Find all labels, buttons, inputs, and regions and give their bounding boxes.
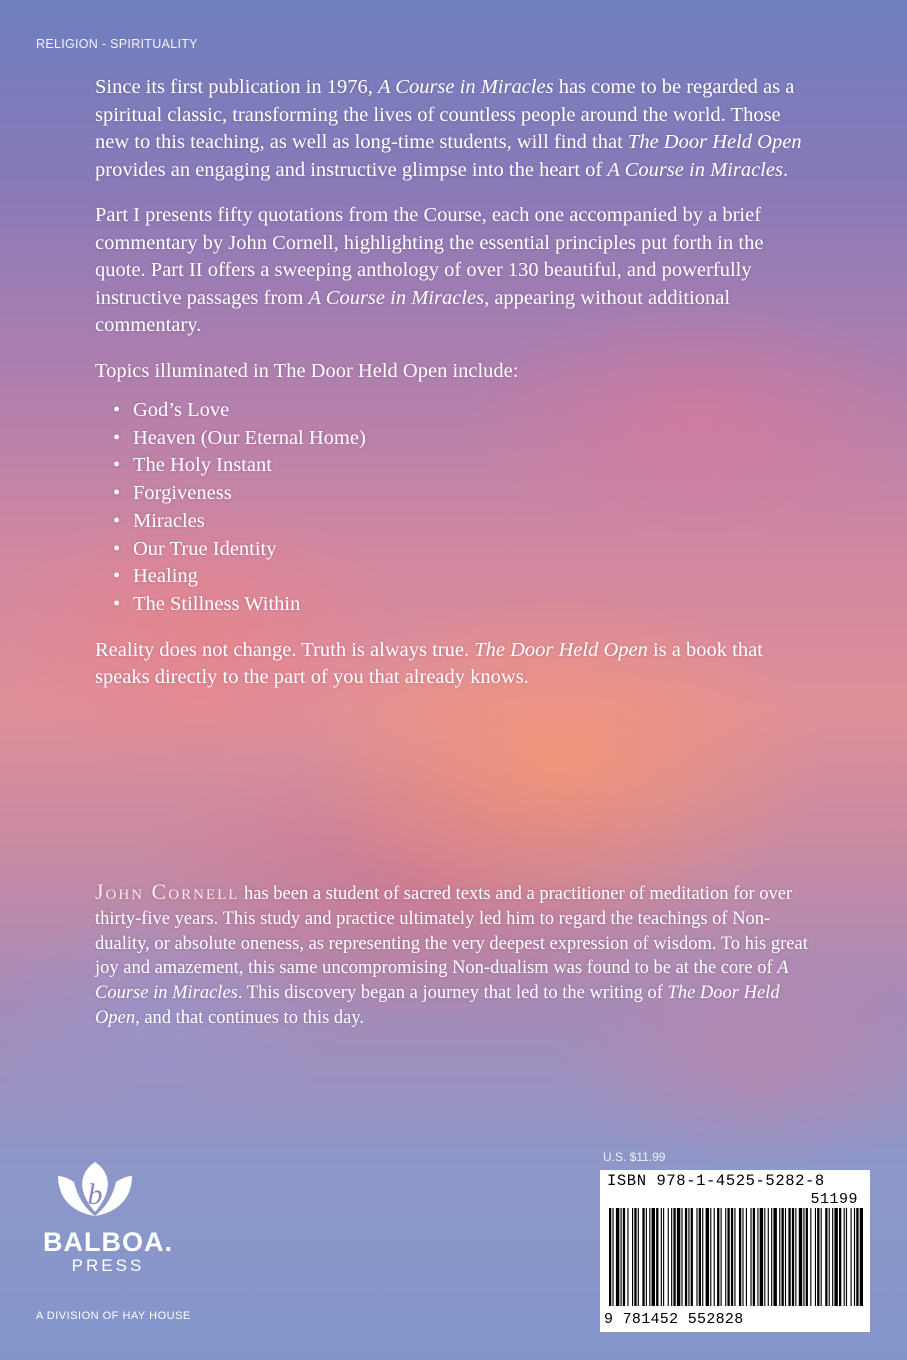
barcode-bar bbox=[854, 1208, 855, 1306]
barcode-bar bbox=[771, 1208, 772, 1306]
barcode-bar bbox=[785, 1208, 786, 1306]
barcode-bar bbox=[839, 1208, 841, 1306]
publisher-logo bbox=[36, 1160, 206, 1322]
author-bio bbox=[95, 880, 815, 1031]
topics-heading: Topics illuminated in The Door Held Open include: bbox=[95, 359, 519, 382]
book-title-course: A Course in Miracles bbox=[607, 158, 783, 181]
barcode-bar bbox=[685, 1208, 687, 1306]
barcode-bar bbox=[671, 1208, 672, 1306]
barcode-bar bbox=[677, 1208, 680, 1306]
barcode-bar bbox=[721, 1208, 722, 1306]
barcode-bar bbox=[746, 1208, 747, 1306]
barcode-bar bbox=[673, 1208, 675, 1306]
book-title-door: The Door Held Open bbox=[95, 983, 780, 1028]
barcode-bar bbox=[742, 1208, 743, 1306]
barcode-bar bbox=[691, 1208, 693, 1306]
barcode-bar bbox=[681, 1208, 682, 1306]
list-item: • Healing bbox=[113, 563, 815, 591]
text-run: has been a student of sacred texts and a practitioner of meditation for over thirty-five years. This study and practice ultimately led him to regard the teachings of Non-duality, or absolute oneness, as representing the very deepest expression of wisdom. To his great joy and amazement, this same uncompromising Non-dualism was found to be at the core of bbox=[95, 884, 808, 979]
barcode-bar bbox=[638, 1208, 639, 1306]
list-item: • Miracles bbox=[113, 508, 815, 536]
barcode-bar bbox=[764, 1208, 765, 1306]
barcode-bar bbox=[646, 1208, 647, 1306]
barcode-bar bbox=[829, 1208, 830, 1306]
barcode-bar bbox=[757, 1208, 758, 1306]
barcode-bar bbox=[860, 1208, 863, 1306]
barcode-bar bbox=[621, 1208, 622, 1306]
barcode-bar bbox=[652, 1208, 655, 1306]
text-run: Since its first publication in 1976, bbox=[95, 76, 378, 98]
barcode-bar bbox=[815, 1208, 816, 1306]
barcode-bar bbox=[702, 1208, 703, 1306]
barcode-bar bbox=[856, 1208, 858, 1306]
barcode-bar bbox=[609, 1208, 611, 1306]
barcode-bar bbox=[851, 1208, 852, 1306]
isbn-barcode bbox=[600, 1170, 870, 1332]
list-item: • The Stillness Within bbox=[113, 591, 815, 619]
barcode-bar bbox=[810, 1208, 811, 1306]
barcode-bar bbox=[656, 1208, 658, 1306]
price-code: 51199 bbox=[810, 1191, 858, 1208]
author-name: John Cornell bbox=[95, 879, 240, 904]
barcode-bar bbox=[725, 1208, 726, 1306]
barcode-bar bbox=[612, 1208, 613, 1306]
barcode-bar bbox=[844, 1208, 845, 1306]
list-item: • God’s Love bbox=[113, 397, 815, 425]
barcode-bar bbox=[661, 1208, 662, 1306]
text-run: . bbox=[782, 158, 789, 181]
book-title-course: A Course in Miracles bbox=[378, 76, 554, 98]
text-run: . This discovery began a journey that led to the writing of bbox=[237, 983, 668, 1004]
book-title-course: A Course in Miracles bbox=[308, 286, 485, 309]
barcode-bar bbox=[825, 1208, 827, 1306]
list-item: • Forgiveness bbox=[113, 480, 815, 508]
barcode-bar bbox=[627, 1208, 628, 1306]
barcode-bar bbox=[773, 1208, 776, 1306]
barcode-bar bbox=[642, 1208, 644, 1306]
closing-paragraph bbox=[95, 637, 815, 692]
publisher-name: BALBOA. bbox=[43, 1227, 173, 1257]
topics-list bbox=[95, 397, 815, 619]
barcode-bar bbox=[616, 1208, 619, 1306]
barcode-bar bbox=[731, 1208, 733, 1306]
barcode-bar bbox=[834, 1208, 837, 1306]
barcode-bar bbox=[714, 1208, 715, 1306]
barcode-bar bbox=[795, 1208, 796, 1306]
barcode-bar bbox=[782, 1208, 784, 1306]
publisher-imprint: PRESS bbox=[71, 1256, 145, 1275]
barcode-bar bbox=[623, 1208, 625, 1306]
barcode-bar bbox=[753, 1208, 755, 1306]
barcode-bar bbox=[734, 1208, 735, 1306]
barcode-bar bbox=[792, 1208, 794, 1306]
barcode-bar bbox=[806, 1208, 808, 1306]
list-item: • Heaven (Our Eternal Home) bbox=[113, 425, 815, 453]
price-label: U.S. $11.99 bbox=[603, 1150, 666, 1164]
barcode-bar bbox=[803, 1208, 804, 1306]
isbn-number: ISBN 978-1-4525-5282-8 bbox=[607, 1172, 825, 1190]
barcode-bar bbox=[668, 1208, 669, 1306]
lotus-icon bbox=[50, 1160, 140, 1226]
book-title-door: The Door Held Open bbox=[627, 131, 802, 153]
text-run: , and that continues to this day. bbox=[135, 1007, 365, 1028]
barcode-bar bbox=[750, 1208, 751, 1306]
barcode-bar bbox=[760, 1208, 763, 1306]
barcode-bar bbox=[706, 1208, 709, 1306]
text-run: has come to be regarded as a spiritual classic, transforming the lives of countless people around the world. Those new to this teaching, as well as long-time students, will find that bbox=[95, 76, 795, 153]
barcode-bar bbox=[846, 1208, 847, 1306]
text-run: Reality does not change. Truth is always true. bbox=[95, 638, 475, 661]
text-run: is a book that speaks directly to the part of you that already knows. bbox=[95, 638, 763, 689]
barcode-bars bbox=[607, 1208, 863, 1306]
category-label: RELIGION - SPIRITUALITY bbox=[36, 37, 198, 51]
text-run: Part I presents fifty quotations from the Course, each one accompanied by a brief commentary by John Cornell, highlighting the essential principles put forth in the quote. Part II offers a sweeping anthology of over 130 beautiful, and powerfully instructive passages from bbox=[95, 204, 764, 309]
ean-digits: 9 781452 552828 bbox=[604, 1311, 744, 1328]
list-item: • The Holy Instant bbox=[113, 452, 815, 480]
barcode-bar bbox=[717, 1208, 719, 1306]
barcode-bar bbox=[768, 1208, 769, 1306]
barcode-bar bbox=[696, 1208, 697, 1306]
text-run: , appearing without additional commentary. bbox=[95, 286, 731, 336]
barcode-bar bbox=[699, 1208, 701, 1306]
barcode-bar bbox=[663, 1208, 664, 1306]
barcode-bar bbox=[688, 1208, 689, 1306]
barcode-bar bbox=[710, 1208, 711, 1306]
book-title-door: The Door Held Open bbox=[474, 638, 648, 661]
barcode-bar bbox=[634, 1208, 636, 1306]
structure-paragraph bbox=[95, 202, 815, 340]
barcode-bar bbox=[832, 1208, 833, 1306]
text-run: provides an engaging and instructive glimpse into the heart of bbox=[95, 158, 608, 181]
barcode-bar bbox=[727, 1208, 729, 1306]
barcode-bar bbox=[779, 1208, 780, 1306]
barcode-bar bbox=[649, 1208, 650, 1306]
publisher-division: A DIVISION OF HAY HOUSE bbox=[36, 1310, 191, 1322]
barcode-bar bbox=[632, 1208, 633, 1306]
barcode-bar bbox=[799, 1208, 802, 1306]
barcode-bar bbox=[817, 1208, 819, 1306]
logo-letter: b bbox=[87, 1178, 103, 1211]
barcode-bar bbox=[788, 1208, 790, 1306]
description-blurb bbox=[95, 74, 815, 710]
intro-paragraph bbox=[95, 74, 815, 184]
barcode-bar bbox=[739, 1208, 741, 1306]
barcode-bar bbox=[821, 1208, 822, 1306]
list-item: • Our True Identity bbox=[113, 536, 815, 564]
book-title-course: A Course in Miracles bbox=[95, 958, 789, 1004]
